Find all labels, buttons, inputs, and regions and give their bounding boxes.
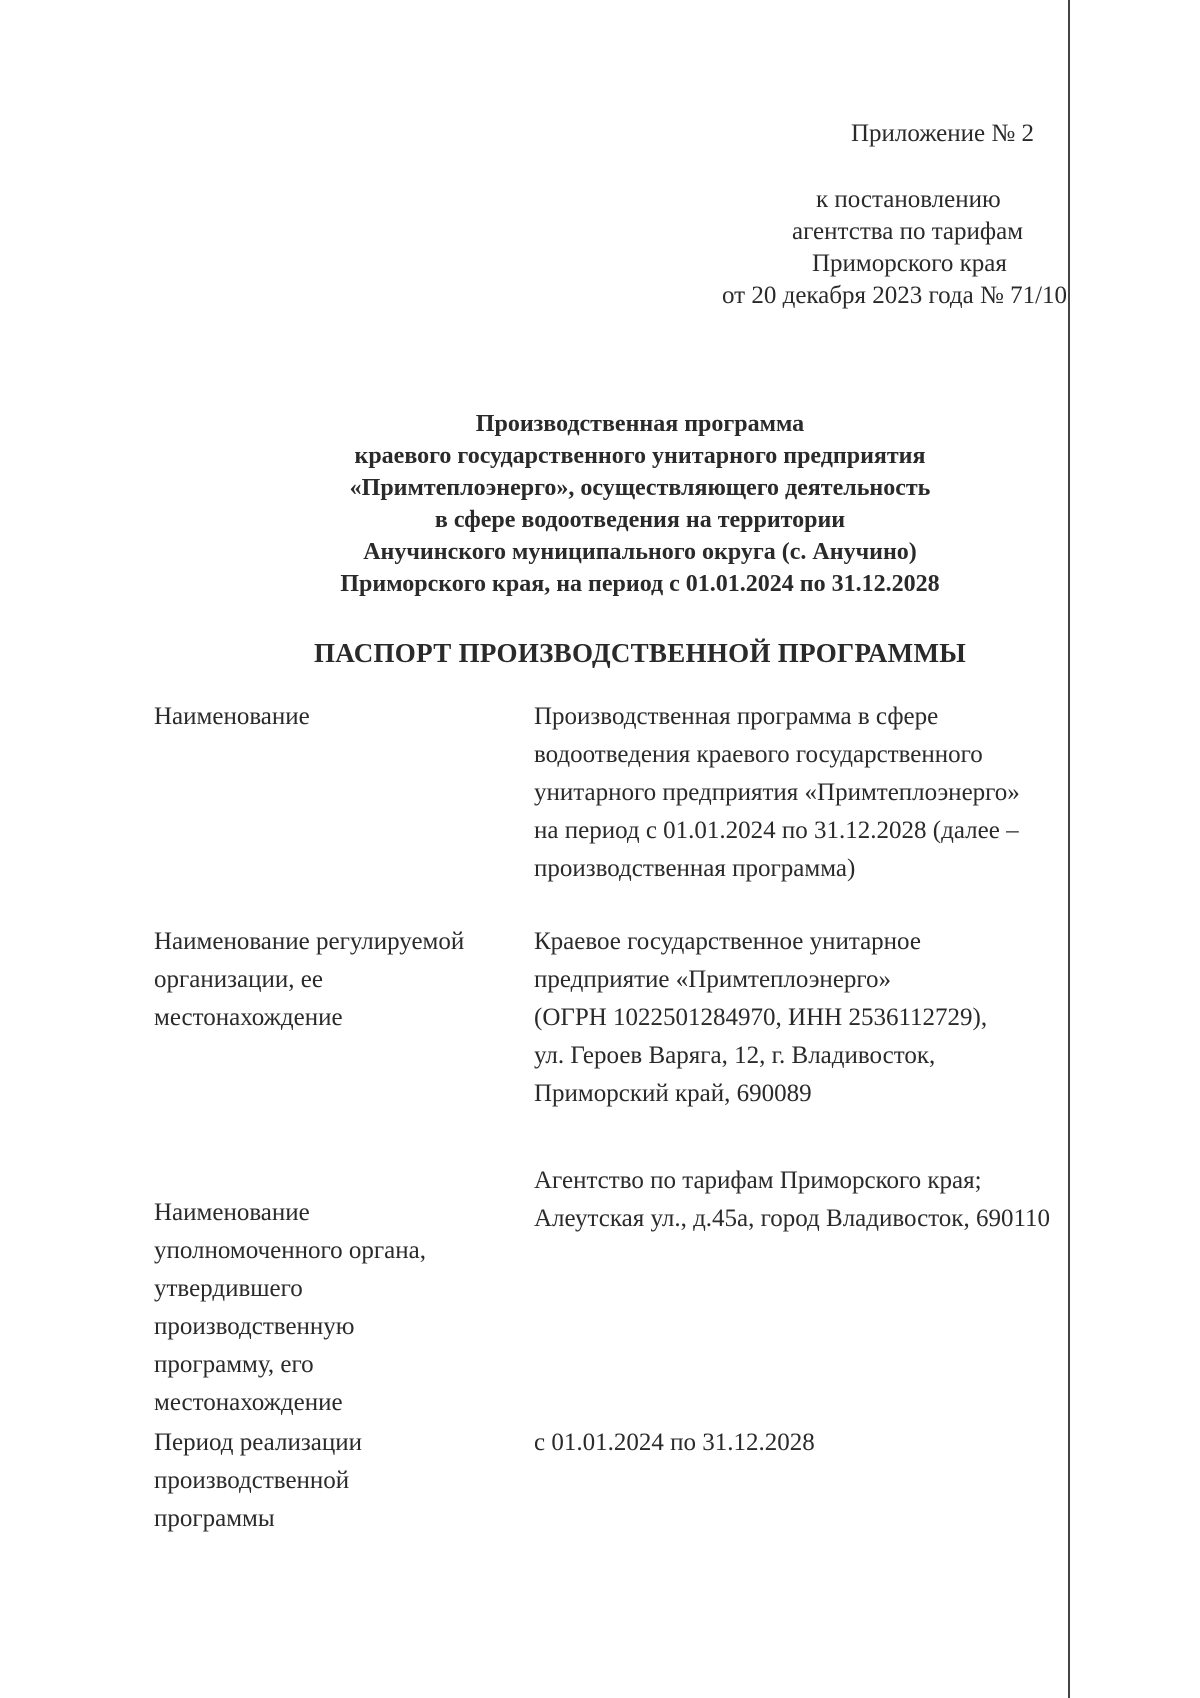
decree-date-line: от 20 декабря 2023 года № 71/10: [722, 282, 1068, 309]
title-line: Приморского края, на период с 01.01.2024 по 31.12.2028: [340, 571, 940, 597]
row-label: Наименование уполномоченного органа, утвердившего производственную программу, его местонахождение: [154, 1199, 426, 1416]
row-label: Наименование: [154, 703, 310, 730]
row-label: Период реализации производственной программы: [154, 1429, 362, 1532]
row-value: Производственная программа в сфере водоотведения краевого государственного унитарного предприятия «Примтеплоэнерго» на период с 01.01.2024 по 31.12.2028 (далее – производственная программа): [534, 703, 1020, 882]
decree-line: агентства по тарифам: [792, 218, 1024, 245]
row-label: Наименование регулируемой организации, ее местонахождение: [154, 928, 465, 1031]
decree-reference: [700, 184, 1080, 312]
title-line: Производственная программа: [475, 411, 805, 437]
program-title: [200, 408, 1080, 600]
title-line: в сфере водоотведения на территории: [434, 507, 846, 533]
row-value: с 01.01.2024 по 31.12.2028: [534, 1429, 815, 1456]
title-line: Анучинского муниципального округа (с. Анучино): [363, 539, 917, 565]
title-line: краевого государственного унитарного предприятия: [354, 443, 926, 469]
decree-line: Приморского края: [812, 250, 1007, 277]
decree-line: к постановлению: [816, 186, 1001, 213]
row-value: Краевое государственное унитарное предприятие «Примтеплоэнерго» (ОГРН 1022501284970, ИНН 2536112729), ул. Героев Варяга, 12, г. Владивосток, Приморский край, 690089: [534, 928, 988, 1107]
row-value: Агентство по тарифам Приморского края; Алеутская ул., д.45а, город Владивосток, 690110: [534, 1167, 1051, 1232]
title-line: «Примтеплоэнерго», осуществляющего деятельность: [349, 475, 931, 501]
passport-heading: ПАСПОРТ ПРОИЗВОДСТВЕННОЙ ПРОГРАММЫ: [313, 638, 967, 668]
appendix-number: Приложение № 2: [850, 120, 1034, 147]
